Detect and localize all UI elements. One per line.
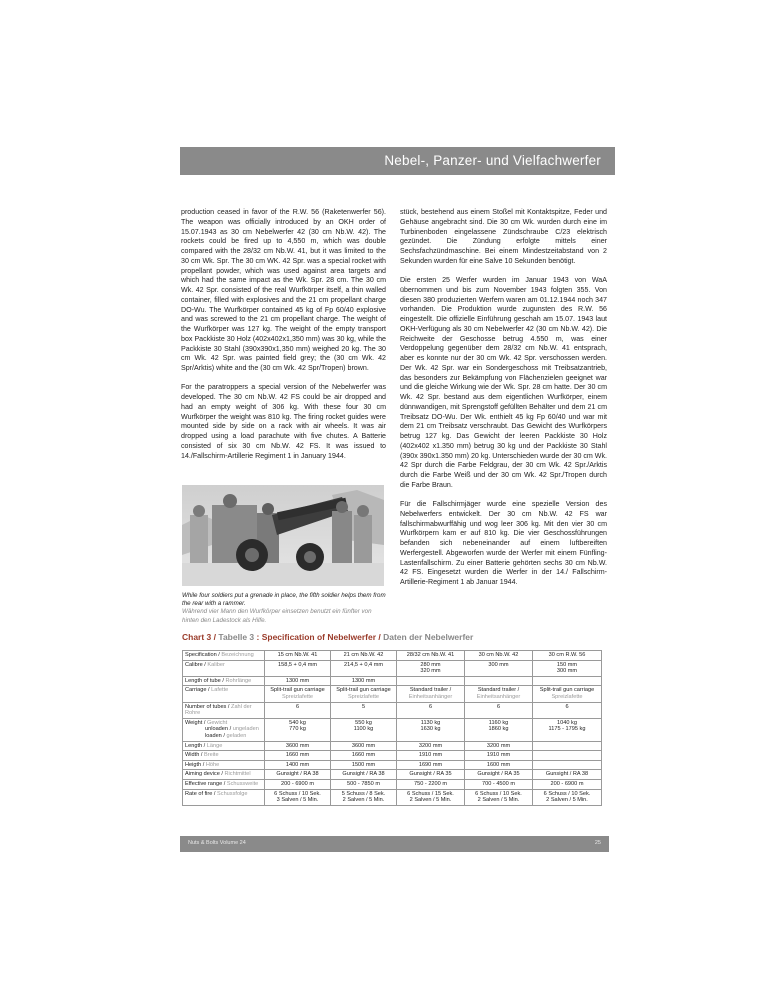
cell-value: 550 kg 1100 kg — [353, 719, 374, 733]
table-cell — [265, 718, 331, 741]
table-cell — [397, 686, 465, 702]
row-label-en: Length of tube — [185, 677, 221, 684]
table-cell — [533, 741, 602, 751]
table-cell — [265, 741, 331, 751]
cell-value-de: Spreizlafette — [551, 693, 583, 700]
right-text-column — [400, 208, 607, 597]
cell-value: 200 - 6900 m — [550, 780, 584, 787]
table-cell — [331, 686, 397, 702]
row-label-en: Width — [185, 752, 200, 759]
table-cell — [533, 676, 602, 686]
right-paragraph-1: stück, bestehend aus einem Stoßel mit Kontaktspitze, Feder und Gehäuse angebracht sind. Die 30 cm Wk. wurden durch eine im Turbinenboden eingelassene Zündschraube C/23 elektrisch gezündet. Die Zündung erfolgte mittels einer Sechsfachzündmaschine. Bei einem Mindestzeitabstand von 2 Sekunden wurden für eine Salve 10 Sekunden benötigt. — [400, 208, 607, 265]
table-cell — [397, 660, 465, 676]
row-label-en: Weight — [185, 719, 203, 726]
caption-german: Während vier Mann den Wurfkörper einsetzen benutzt ein fünfter von hinten den Ladestock als Hilfe. — [182, 608, 372, 624]
cell-value: 1690 mm — [418, 761, 443, 768]
table-cell — [465, 789, 533, 805]
chart-spec-de: Daten der Nebelwerfer — [383, 632, 474, 642]
chart-sep-1: / — [211, 632, 219, 642]
row-label-de: Schussweite — [226, 780, 259, 787]
table-row — [183, 702, 602, 718]
table-row — [183, 779, 602, 789]
cell-value: 6 — [496, 703, 501, 710]
table-cell — [465, 760, 533, 770]
spec-table-wrapper — [182, 650, 601, 806]
left-text-column — [181, 208, 386, 471]
row-label-cell: Heigth / Höhe — [183, 760, 265, 770]
header-col-cell — [331, 651, 397, 661]
cell-value: 1660 mm — [285, 752, 310, 759]
header-col-label: 15 cm Nb.W. 41 — [277, 652, 318, 658]
header-col-cell — [465, 651, 533, 661]
row-label-en: Rate of fire — [185, 790, 213, 797]
table-cell — [397, 751, 465, 761]
row-sublabel-2: loaden / geladen — [205, 732, 247, 739]
row-label-cell: Length of tube / Rohrlänge — [183, 676, 265, 686]
row-label-de: Rohrlänge — [225, 677, 252, 684]
cell-value: 5 — [361, 703, 366, 710]
cell-value: 150 mm 300 mm — [556, 661, 578, 675]
table-row — [183, 676, 602, 686]
row-label-de: Lafette — [211, 687, 229, 694]
chart-spec-en: Specification of Nebelwerfer — [261, 632, 377, 642]
header-col-cell — [397, 651, 465, 661]
row-label-cell: Rate of fire / Schussfolge — [183, 789, 265, 805]
table-cell — [465, 702, 533, 718]
table-cell — [265, 660, 331, 676]
table-cell — [397, 770, 465, 780]
table-cell — [331, 676, 397, 686]
cell-value: Gunsight / RA 38 — [342, 771, 385, 778]
header-col-label: 30 cm Nb.W. 42 — [478, 652, 519, 658]
header-col-label: 30 cm R.W. 56 — [548, 652, 586, 658]
right-paragraph-2: Die ersten 25 Werfer wurden im Januar 1943 von WaA übernommen und bis zum November 1943 folgten 355. Von diesen 380 produzierten Werfern waren am 01.12.1944 noch 347 vorhanden. Die Produktion wurde zugunsten des R.W. 56 eingestellt. Die offizielle Einführung geschah am 15.07. 1943 laut OKH-Verfügung als 30 cm Nebelwerfer 42 (30 cm Nb.W. 42). Die Reichweite der Geschosse betrug 4.550 m, was einer Verdoppelung gegenüber dem 28/32 cm Nb.W. 41 entsprach, aber es konnte nur der 30 cm Wk. 42 Spr. verschossen werden. Der Wk. 42 Spr. war ein Sondergeschoss mit Treibsatzantrieb, das besonders zur Bekämpfung von Flächenzielen geeignet war und die gleiche Wirkung wie der Wk. Spr. 28 cm hatte. Der 30 cm Wk. 42 Spr. bestand aus dem eigentlichen Wurfkörper, einem dünnwandigen, mit Sprengstoff gefüllten Behälter und dem 21 cm Treibsatz DO-Wu. Der Wk. enthielt 45 kg Fp 60/40 und war mit dem 21 cm Treibsatz verschraubt. Das Gewicht des Wurfkörpers betrug 127 kg. Das Gewicht der leeren Packkiste 30 Holz (402x402 x1.350 mm) betrug 30 kg und der Packkiste 30 Stahl (390x 390x1.350 mm) 20 kg. Unterschieden wurde der 30 cm Wk. 42 Spr durch die Farbe Feldgrau, der 30 cm Wk. 42 Spr./Arktis durch die Farbe Weiß und der 30 cm Wk. 42 Spr./Tropen durch die Farbe Braun. — [400, 276, 607, 489]
row-label-en: Length — [185, 742, 203, 749]
table-cell — [265, 702, 331, 718]
table-cell — [265, 779, 331, 789]
row-label-de: Kaliber — [207, 661, 225, 668]
row-label-de: Gewicht — [206, 719, 228, 726]
cell-value: 540 kg 770 kg — [289, 719, 306, 733]
left-paragraph-2: For the paratroppers a special version of the Nebelwerfer was developed. The 30 cm Nb.W. 42 FS could be air dropped and had an empty weight of 306 kg. With these four 30 cm Wurfkörper the weight was 810 kg. The firing rocket guides were mounted side by side on a rack with air wheels. It was air dropped using a load parachute with five chutes. A Batterie consisted of six 30 cm Nb.W. 42 FS. It was issued to 14./Fallschirm-Artillerie Regiment 1 in January 1944. — [181, 383, 386, 460]
cell-value: 1600 mm — [486, 761, 511, 768]
table-cell — [397, 760, 465, 770]
photo-image — [182, 485, 384, 586]
row-label-cell: Effective range / Schussweite — [183, 779, 265, 789]
table-cell — [465, 770, 533, 780]
sublabel2-en: loaden — [205, 732, 222, 739]
cell-value: 1040 kg 1175 - 1795 kg — [548, 719, 586, 733]
chart-sep-2: : — [254, 632, 262, 642]
cell-value-de: Spreizlafette — [281, 693, 314, 700]
header-col-label: 21 cm Nb.W. 42 — [343, 652, 384, 658]
table-cell — [397, 779, 465, 789]
row-label-cell: Length / Länge — [183, 741, 265, 751]
cell-value-de: Spreizlafette — [347, 693, 380, 700]
table-cell — [533, 751, 602, 761]
cell-value: 3200 mm — [418, 742, 443, 749]
table-row — [183, 741, 602, 751]
cell-value: Gunsight / RA 35 — [409, 771, 452, 778]
cell-value: 6 — [428, 703, 433, 710]
row-label-en: Carriage — [185, 687, 207, 694]
table-cell — [465, 741, 533, 751]
chart-label: Chart 3 — [182, 632, 212, 642]
cell-value: Gunsight / RA 35 — [477, 771, 520, 778]
spec-table — [182, 650, 602, 806]
cell-value: 1130 kg 1630 kg — [420, 719, 441, 733]
table-cell — [331, 789, 397, 805]
table-cell — [533, 789, 602, 805]
table-row — [183, 660, 602, 676]
cell-value: 700 - 4500 m — [482, 780, 515, 787]
cell-value: Standard trailer / — [409, 687, 452, 694]
cell-value: 214,5 + 0,4 mm — [343, 661, 384, 668]
cell-value: Split-trail gun carriage — [539, 687, 595, 694]
chart-sep-3: / — [376, 632, 384, 642]
cell-value: 3200 mm — [486, 742, 511, 749]
table-cell — [265, 751, 331, 761]
cell-value: 1660 mm — [351, 752, 376, 759]
cell-value: Split-trail gun carriage — [270, 687, 325, 694]
section-header-bar — [180, 147, 615, 175]
table-cell — [331, 760, 397, 770]
table-cell — [265, 770, 331, 780]
row-label-cell: Number of tubes / Zahl der Rohre — [183, 702, 265, 718]
cell-value: 6 Schuss / 10 Sek. 2 Salven / 5 Min. — [543, 790, 591, 804]
header-label-cell: Specification / Bezeichnung — [183, 651, 265, 661]
header-label-en: Specification — [185, 652, 217, 658]
cell-value: 158,5 + 0,4 mm — [277, 661, 318, 668]
table-cell — [331, 660, 397, 676]
table-row — [183, 760, 602, 770]
section-title: Nebel-, Panzer- und Vielfachwerfer — [384, 153, 601, 168]
table-row — [183, 686, 602, 702]
cell-value: 500 - 7850 m — [347, 780, 380, 787]
table-cell — [533, 718, 602, 741]
footer-bar — [180, 836, 609, 852]
table-row — [183, 751, 602, 761]
table-cell — [265, 760, 331, 770]
chart-title — [182, 632, 473, 642]
table-row — [183, 789, 602, 805]
left-paragraph-1: production ceased in favor of the R.W. 56 (Raketenwerfer 56). The weapon was officially introduced by an OKH order of 15.07.1943 as 30 cm Nebelwerfer 42 (30 cm Nb.W. 42). The rockets could be fired up to 4,550 m, which was double compared with the 28/32 cm Nb.W. 41, but it was limited to the 30 cm Wk. Spr. The 30 cm WK. 42 Spr. was a special rocket with propellant powder, which was used against area targets and which had the same impact as the Wk. Spr. 28 cm. The 30 cm Wk. 42 Spr. consisted of the real Wurfkörper itself, a thin walled container, filled with explosives and the 21 cm propellant charge DO-Wu. The Wurfkörper contained 45 kg of Fp 60/40 explosive and was screwed to the 21 cm propellant charge. The weight of the Wurfkörper was 127 kg. The weight of the empty transport box Packkiste 30 Holz (402x402x1,350 mm) was 30 kg, while the Packkiste 30 Stahl (390x390x1,350 mm) weighed 20 kg. The 30 cm Wk. 42 Spr. was painted field grey; the (30 cm Wk. 42 Spr/Arktis) white and the (30 cm Wk. 42 Spr/Tropen) brown. — [181, 208, 386, 372]
table-cell — [465, 751, 533, 761]
row-label-de: Richtmittel — [224, 771, 251, 778]
header-label-de: Bezeichnung — [221, 652, 254, 658]
table-cell — [331, 779, 397, 789]
table-cell — [533, 660, 602, 676]
row-label-de: Breite — [203, 752, 219, 759]
photo-caption — [182, 592, 387, 625]
photo-soldiers-loading-nebelwerfer — [182, 485, 384, 586]
table-cell — [465, 718, 533, 741]
cell-value: 6 — [295, 703, 300, 710]
cell-value: 1910 mm — [486, 752, 511, 759]
table-cell — [533, 702, 602, 718]
row-label-en: Number of tubes — [185, 703, 227, 710]
cell-value: 750 - 2200 m — [414, 780, 447, 787]
table-cell — [331, 770, 397, 780]
header-col-cell — [265, 651, 331, 661]
table-cell — [265, 789, 331, 805]
table-cell — [331, 702, 397, 718]
sublabel2-de: geladen — [226, 732, 247, 739]
cell-value: 1300 mm — [285, 677, 310, 684]
table-cell — [397, 789, 465, 805]
cell-value: Gunsight / RA 38 — [545, 771, 589, 778]
row-label-de: Länge — [206, 742, 223, 749]
row-label-de: Zahl der Rohre — [185, 703, 252, 717]
cell-value: Split-trail gun carriage — [336, 687, 391, 694]
row-label-en: Calibre — [185, 661, 203, 668]
row-label-cell: Calibre / Kaliber — [183, 660, 265, 676]
table-cell — [397, 676, 465, 686]
page-number: 25 — [594, 840, 601, 846]
cell-value: 1400 mm — [285, 761, 310, 768]
table-cell — [397, 702, 465, 718]
table-cell — [331, 741, 397, 751]
cell-value: 1160 kg 1860 kg — [488, 719, 509, 733]
table-cell — [533, 779, 602, 789]
table-row — [183, 718, 602, 741]
cell-value: 300 mm — [488, 661, 509, 668]
row-label-cell: Width / Breite — [183, 751, 265, 761]
cell-value: 1910 mm — [418, 752, 443, 759]
header-col-cell — [533, 651, 602, 661]
row-sublabel: unloaden / ungeladen — [205, 726, 259, 733]
table-row — [183, 770, 602, 780]
row-label-en: Heigth — [185, 761, 202, 768]
table-cell — [465, 686, 533, 702]
table-cell — [397, 718, 465, 741]
table-cell — [331, 751, 397, 761]
cell-value: 200 - 6900 m — [281, 780, 314, 787]
cell-value: 1300 mm — [351, 677, 376, 684]
row-label-de: Höhe — [205, 761, 220, 768]
table-cell — [265, 676, 331, 686]
sublabel-de: ungeladen — [232, 726, 259, 733]
table-cell — [533, 770, 602, 780]
header-col-label: 28/32 cm Nb.W. 41 — [406, 652, 455, 658]
table-cell — [533, 686, 602, 702]
tabelle-label: Tabelle 3 — [218, 632, 255, 642]
row-label-cell: Aiming device / Richtmittel — [183, 770, 265, 780]
cell-value: 6 Schuss / 15 Sek. 2 Salven / 5 Min. — [407, 790, 454, 804]
cell-value: 1500 mm — [351, 761, 376, 768]
table-cell — [465, 676, 533, 686]
caption-english: While four soldiers put a grenade in place, the fifth soldier helps them from the rear with a rammer. — [182, 592, 386, 608]
row-label-en: Effective range — [185, 780, 223, 787]
cell-value: 280 mm 320 mm — [420, 661, 441, 675]
cell-value: Gunsight / RA 38 — [276, 771, 319, 778]
table-header-row — [183, 651, 602, 661]
table-cell — [397, 741, 465, 751]
cell-value-de: Einheitsanhänger — [408, 693, 453, 700]
row-label-cell: Weight / Gewicht unloaden / ungeladen loaden / geladen — [183, 718, 265, 741]
cell-value: 5 Schuss / 8 Sek. 2 Salven / 5 Min. — [341, 790, 386, 804]
cell-value: Standard trailer / — [477, 687, 520, 694]
cell-value: 6 — [565, 703, 569, 710]
table-cell — [465, 660, 533, 676]
table-cell — [533, 760, 602, 770]
row-label-cell: Carriage / Lafette — [183, 686, 265, 702]
cell-value: 6 Schuss / 10 Sek. 2 Salven / 5 Min. — [475, 790, 522, 804]
cell-value-de: Einheitsanhänger — [476, 693, 521, 700]
table-cell — [465, 779, 533, 789]
cell-value: 3600 mm — [351, 742, 376, 749]
table-cell — [331, 718, 397, 741]
right-paragraph-3: Für die Fallschirmjäger wurde eine spezielle Version des Nebelwerfers entwickelt. Der 30 cm Nb.W. 42 FS war fallschirmabwurffähig und wog leer 306 kg. Mit den vier 30 cm Wurfkörpern kam er auf 810 kg. Die vier Geschossführungen befanden sich nebeneinander auf einem luftbereiften Werfergestell. Abgeworfen wurde der Werfer mit einem Fünfling-Lastenfallschirm. Zu einer Batterie gehörten sechs 30 cm Nb.W. 42 FS. Eingesetzt wurden die Werfer in der 14./ Fallschirm-Artillerie-Regiment 1 ab Januar 1944. — [400, 500, 607, 586]
cell-value: 3600 mm — [285, 742, 310, 749]
footer-publication: Nuts & Bolts Volume 24 — [188, 840, 246, 846]
row-label-en: Aiming device — [185, 771, 220, 778]
row-label-de: Schussfolge — [217, 790, 248, 797]
sublabel-en: unloaden — [205, 726, 229, 733]
table-cell — [265, 686, 331, 702]
cell-value: 6 Schuss / 10 Sek. 3 Salven / 5 Min. — [274, 790, 321, 804]
